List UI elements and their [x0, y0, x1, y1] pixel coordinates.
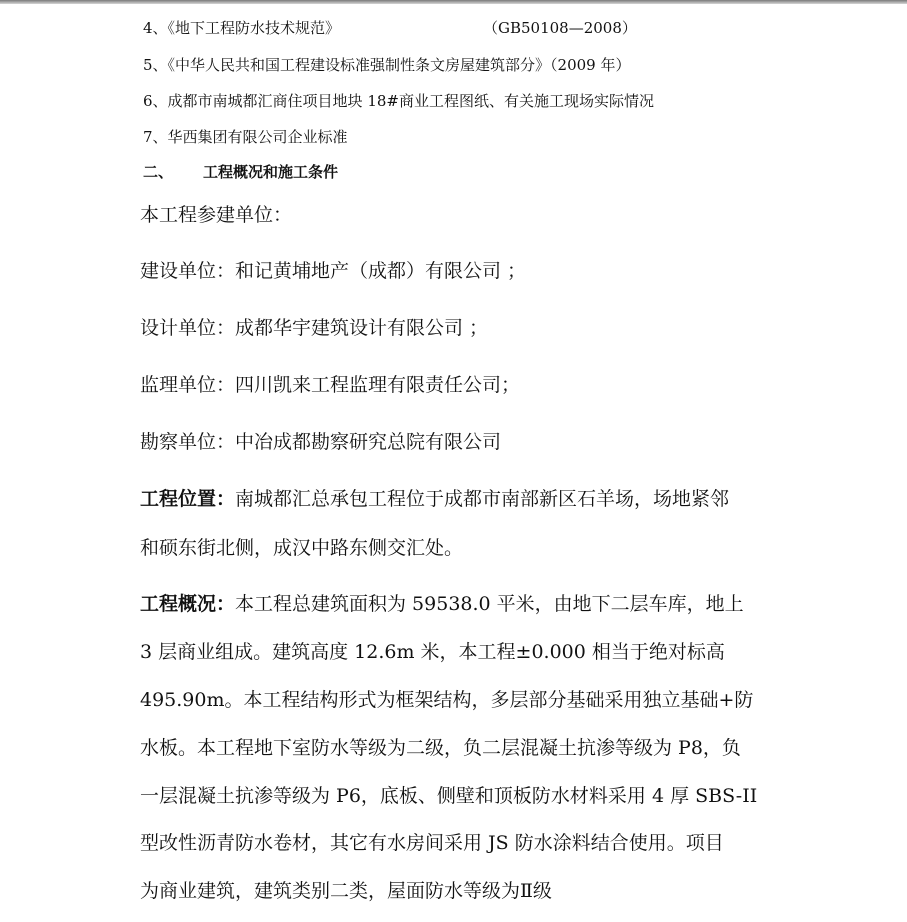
supervisor-unit: 监理单位：四川凯来工程监理有限责任公司；: [140, 374, 521, 396]
designer-unit: 设计单位：成都华宇建筑设计有限公司 ；: [140, 317, 489, 339]
location-line-1: [140, 487, 729, 511]
builder-unit: 建设单位：和记黄埔地产（成都）有限公司 ；: [140, 260, 527, 282]
overview-line-4: 水板。本工程地下室防水等级为二级，负二层混凝土抗渗等级为 P8，负: [140, 737, 741, 759]
overview-line-3: 495.90m。本工程结构形式为框架结构，多层部分基础采用独立基础+防: [140, 689, 754, 711]
reference-item-7: 7、华西集团有限公司企业标准: [143, 128, 348, 146]
location-line-2: 和硕东街北侧，成汉中路东侧交汇处。: [140, 537, 464, 559]
reference-title: 4、《地下工程防水技术规范》: [143, 19, 341, 37]
overview-label: 工程概况：: [140, 593, 236, 615]
section-title: 工程概况和施工条件: [203, 163, 339, 181]
reference-item-4: [143, 18, 637, 38]
participants-intro: 本工程参建单位：: [140, 204, 293, 226]
surveyor-unit: 勘察单位：中冶成都勘察研究总院有限公司: [140, 431, 502, 453]
overview-line-6: 型改性沥青防水卷材，其它有水房间采用 JS 防水涂料结合使用。项目: [140, 832, 724, 854]
reference-item-5: 5、《中华人民共和国工程建设标准强制性条文房屋建筑部分》（2009 年）: [143, 56, 631, 74]
location-label: 工程位置：: [140, 488, 236, 510]
overview-text: 本工程总建筑面积为 59538.0 平米，由地下二层车库，地上: [235, 593, 744, 615]
overview-line-1: [140, 592, 744, 616]
overview-line-5: 一层混凝土抗渗等级为 P6，底板、侧壁和顶板防水材料采用 4 厚 SBS-II: [140, 785, 758, 807]
reference-code: （GB50108—2008）: [483, 19, 637, 37]
reference-item-6: 6、成都市南城都汇商住项目地块 18#商业工程图纸、有关施工现场实际情况: [143, 92, 654, 110]
section-heading: [143, 161, 338, 183]
overview-line-2: 3 层商业组成。建筑高度 12.6m 米，本工程±0.000 相当于绝对标高: [140, 641, 725, 663]
overview-line-7: 为商业建筑，建筑类别二类，屋面防水等级为Ⅱ级: [140, 880, 552, 902]
location-text: 南城都汇总承包工程位于成都市南部新区石羊场，场地紧邻: [235, 488, 730, 510]
section-number: 二、: [143, 163, 174, 181]
